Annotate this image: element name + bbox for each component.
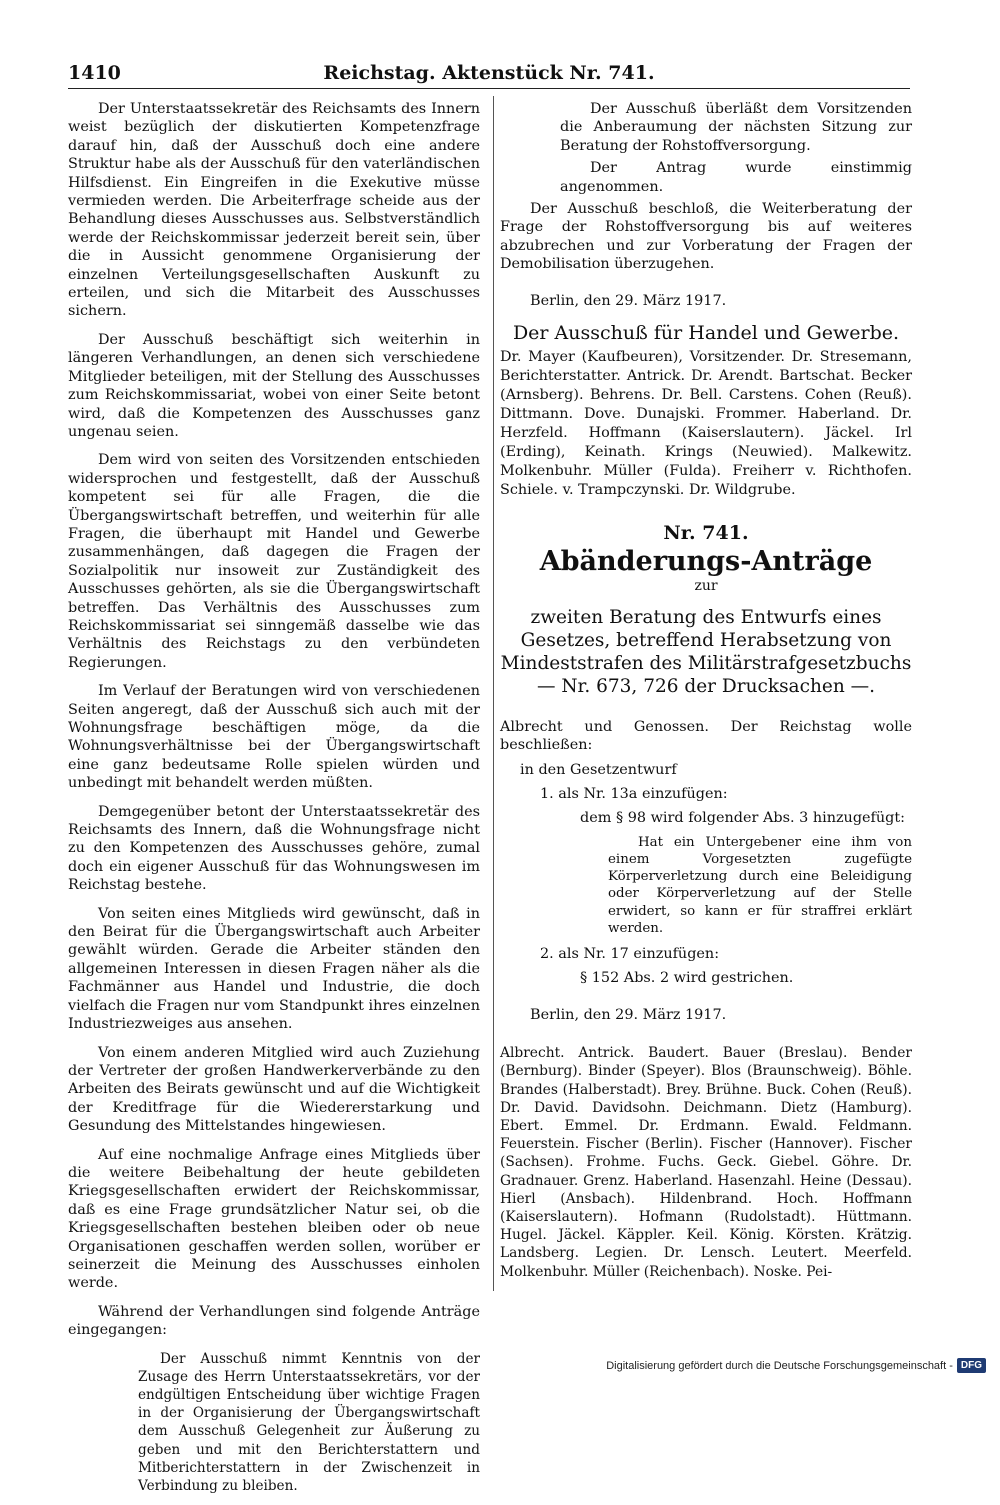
signatory-list: Albrecht. Antrick. Baudert. Bauer (Breslau). Bender (Bernburg). Binder (Speyer). Blos (Braunschweig). Böhle. Brandes (Halberstadt). Brey. Brühne. Buck. Cohen (Reuß). Dr. David. Davidsohn. Deichmann. Dietz (Hamburg). Ebert. Emmel. Dr. Erdmann. Ewald. Feldmann. Feuerstein. Fischer (Berlin). Fischer (Hannover). Fischer (Sachsen). Frohme. Fuchs. Geck. Giebel. Göhre. Dr. Gradnauer. Grenz. Haberland. Hasenzahl. Heine (Dessau). Hierl (Ansbach). Hildenbrand. Hoch. Hoffmann (Kaiserslautern). Hofmann (Rudolstadt). Hüttmann. Hugel. Jäckel. Käppler. Keil. König. Körsten. Krätzig. Landsberg. Legien. Dr. Lensch. Leutert. Meerfeld. Molkenbuhr. Müller (Reichenbach). Noske. Pei-	[500, 1045, 912, 1280]
paragraph: Im Verlauf der Beratungen wird von verschiedenen Seiten angeregt, daß der Ausschuß sich auch mit der Wohnungsfrage beschäftigen möge, da die Wohnungsverhältnisse bei der Übergangswirtschaft eine ganz bedeutsame Rolle spielen würden und unbedingt mit behandelt werden müßten.	[68, 683, 480, 792]
date-line: Berlin, den 29. März 1917.	[530, 1006, 727, 1023]
main-title: Abänderungs-Anträge	[539, 545, 873, 577]
motion-item: 2. als Nr. 17 einzufügen:	[540, 945, 720, 962]
committee-title: Der Ausschuß für Handel und Gewerbe.	[512, 322, 900, 345]
paragraph: Von einem anderen Mitglied wird auch Zuziehung der Vertreter der großen Handwerkerverbände zu den Arbeiten des Beirats gewünscht und auf die Wichtigkeit der Kreditfrage für die Wiedererstarkung und Gesundung des Mittelstandes hingewiesen.	[68, 1044, 480, 1135]
page-header	[68, 60, 910, 89]
committee-members: Dr. Mayer (Kaufbeuren), Vorsitzender. Dr. Stresemann, Berichterstatter. Antrick. Dr. Arendt. Bartschat. Becker (Arnsberg). Behrens. Dr. Bell. Carstens. Cohen (Reuß). Dittmann. Dove. Dunajski. Frommer. Haberland. Dr. Herzfeld. Hoffmann (Kaiserslautern). Jäckel. Irl (Erding), Keinath. Krings (Neuwied). Malkewitz. Molkenbuhr. Müller (Fulda). Freiherr v. Richthofen. Schiele. v. Trampczynski. Dr. Wildgrube.	[500, 349, 912, 499]
dfg-logo: DFG	[957, 1358, 986, 1373]
paragraph: Der Ausschuß beschloß, die Weiterberatung der Frage der Rohstoffversorgung bis auf weiteres abzubrechen und zur Vorberatung der Fragen der Demobilisation überzugehen.	[500, 201, 912, 273]
motion-result: Der Antrag wurde einstimmig angenommen.	[560, 160, 912, 195]
motion-item: 1. als Nr. 13a einzufügen:	[540, 785, 728, 802]
paragraph: Demgegenüber betont der Unterstaatssekretär des Reichsamts des Innern, daß die Wohnungsfrage nicht zu den Kompetenzen des Ausschusses gehöre, zumal doch ein eigener Ausschuß für das Wohnungswesen im Reichstag bestehe.	[68, 803, 480, 894]
motion-subitem: dem § 98 wird folgender Abs. 3 hinzugefügt:	[580, 810, 905, 827]
left-column	[68, 100, 480, 1505]
paragraph: Der Ausschuß beschäftigt sich weiterhin in längeren Verhandlungen, an denen sich verschiedene Mitglieder beteiligen, mit der Stellung des Ausschusses zum Reichskommissariat, wobei von einer Seite betont wird, daß die Kompetenzen des Ausschusses ganz ungenau seien.	[68, 331, 480, 440]
date-line: Berlin, den 29. März 1917.	[530, 292, 727, 309]
document-number: Nr. 741.	[663, 522, 749, 545]
footer-text: Digitalisierung gefördert durch die Deutsche Forschungsgemeinschaft -	[606, 1359, 953, 1372]
paragraph: Der Unterstaatssekretär des Reichsamts des Innern weist bezüglich der diskutierten Kompetenzfrage darauf hin, daß der Ausschuß doch eine andere Struktur habe als der Ausschuß für den vaterländischen Hilfsdienst. Ein Eingreifen in die Exekutive müsse vermieden werden. Die Arbeiterfrage scheide aus der Behandlung dieses Ausschusses aus. Selbstverständlich werde der Reichskommissar jederzeit bereit sein, über die in Aussicht genommene Organisierung der einzelnen Verteilungsgesellschaften Auskunft zu erteilen, und sich die Mitarbeit des Ausschusses sichern.	[68, 101, 480, 320]
right-column	[500, 100, 912, 1291]
page-number: 1410	[68, 62, 121, 84]
column-divider	[493, 96, 494, 1291]
subtitle: zweiten Beratung des Entwurfs eines Gesetzes, betreffend Herabsetzung von Mindeststrafen des Militärstrafgesetzbuchs — Nr. 673, 726 der Drucksachen —.	[500, 606, 912, 697]
motion-text: Der Ausschuß nimmt Kenntnis von der Zusage des Herrn Unterstaatssekretärs, vor der endgültigen Entscheidung über wichtige Fragen in der Organisierung der Übergangswirtschaft dem Ausschuß Gelegenheit zur Äußerung zu geben und mit den Berichterstattern und Mitberichterstattern in der Zwischenzeit in Verbindung zu bleiben.	[138, 1350, 480, 1495]
motion-subitem: § 152 Abs. 2 wird gestrichen.	[580, 970, 794, 987]
paragraph: Dem wird von seiten des Vorsitzenden entschieden widersprochen und festgestellt, daß der Ausschuß kompetent sei für alle Fragen, die die Übergangswirtschaft betreffen, und weiterhin für alle Fragen, die überhaupt mit Handel und Gewerbe zusammenhängen, daß dagegen die Fragen der Sozialpolitik nur insoweit zur Zuständigkeit des Ausschusses gehörten, als sie die Übergangswirtschaft betreffen. Das Verhältnis des Ausschusses zum Reichskommissariat sei sinngemäß dasselbe wie das Verhältnis des Reichstags zu den verbündeten Regierungen.	[68, 452, 480, 671]
motion-text: Der Ausschuß überläßt dem Vorsitzenden die Anberaumung der nächsten Sitzung zur Beratung der Rohstoffversorgung.	[560, 101, 912, 154]
paragraph: Während der Verhandlungen sind folgende Anträge eingegangen:	[68, 1303, 480, 1339]
paragraph: Auf eine nochmalige Anfrage eines Mitglieds über die weitere Beibehaltung der heute gebildeten Kriegsgesellschaften erwidert der Reichskommissar, daß es eine Frage grundsätzlicher Natur sei, ob die Kriegsgesellschaften bestehen bleiben oder ob neue Organisationen geschaffen werden sollen, worüber er seinerzeit die Meinung des Ausschusses einholen werde.	[68, 1146, 480, 1292]
motion-target: in den Gesetzentwurf	[520, 761, 677, 778]
page-title: Reichstag. Aktenstück Nr. 741.	[323, 62, 655, 84]
title-connector: zur	[694, 578, 718, 595]
motion-intro: Albrecht und Genossen. Der Reichstag wolle beschließen:	[500, 718, 912, 754]
footer	[606, 1358, 986, 1373]
paragraph: Von seiten eines Mitglieds wird gewünscht, daß in den Beirat für die Übergangswirtschaft auch Arbeiter gewählt würden. Gerade die Arbeiter ständen den allgemeinen Interessen in diesen Fragen näher als die Fachmänner aus Handel und Industrie, die doch vielfach die Fragen nur vom Standpunkt ihres einzelnen Industriezweiges aus ansehen.	[68, 905, 480, 1033]
motion-quote: Hat ein Untergebener eine ihm von einem Vorgesetzten zugefügte Körperverletzung durch eine Beleidigung oder Körperverletzung auf der Stelle erwidert, so kann er für straffrei erklärt werden.	[608, 834, 912, 936]
